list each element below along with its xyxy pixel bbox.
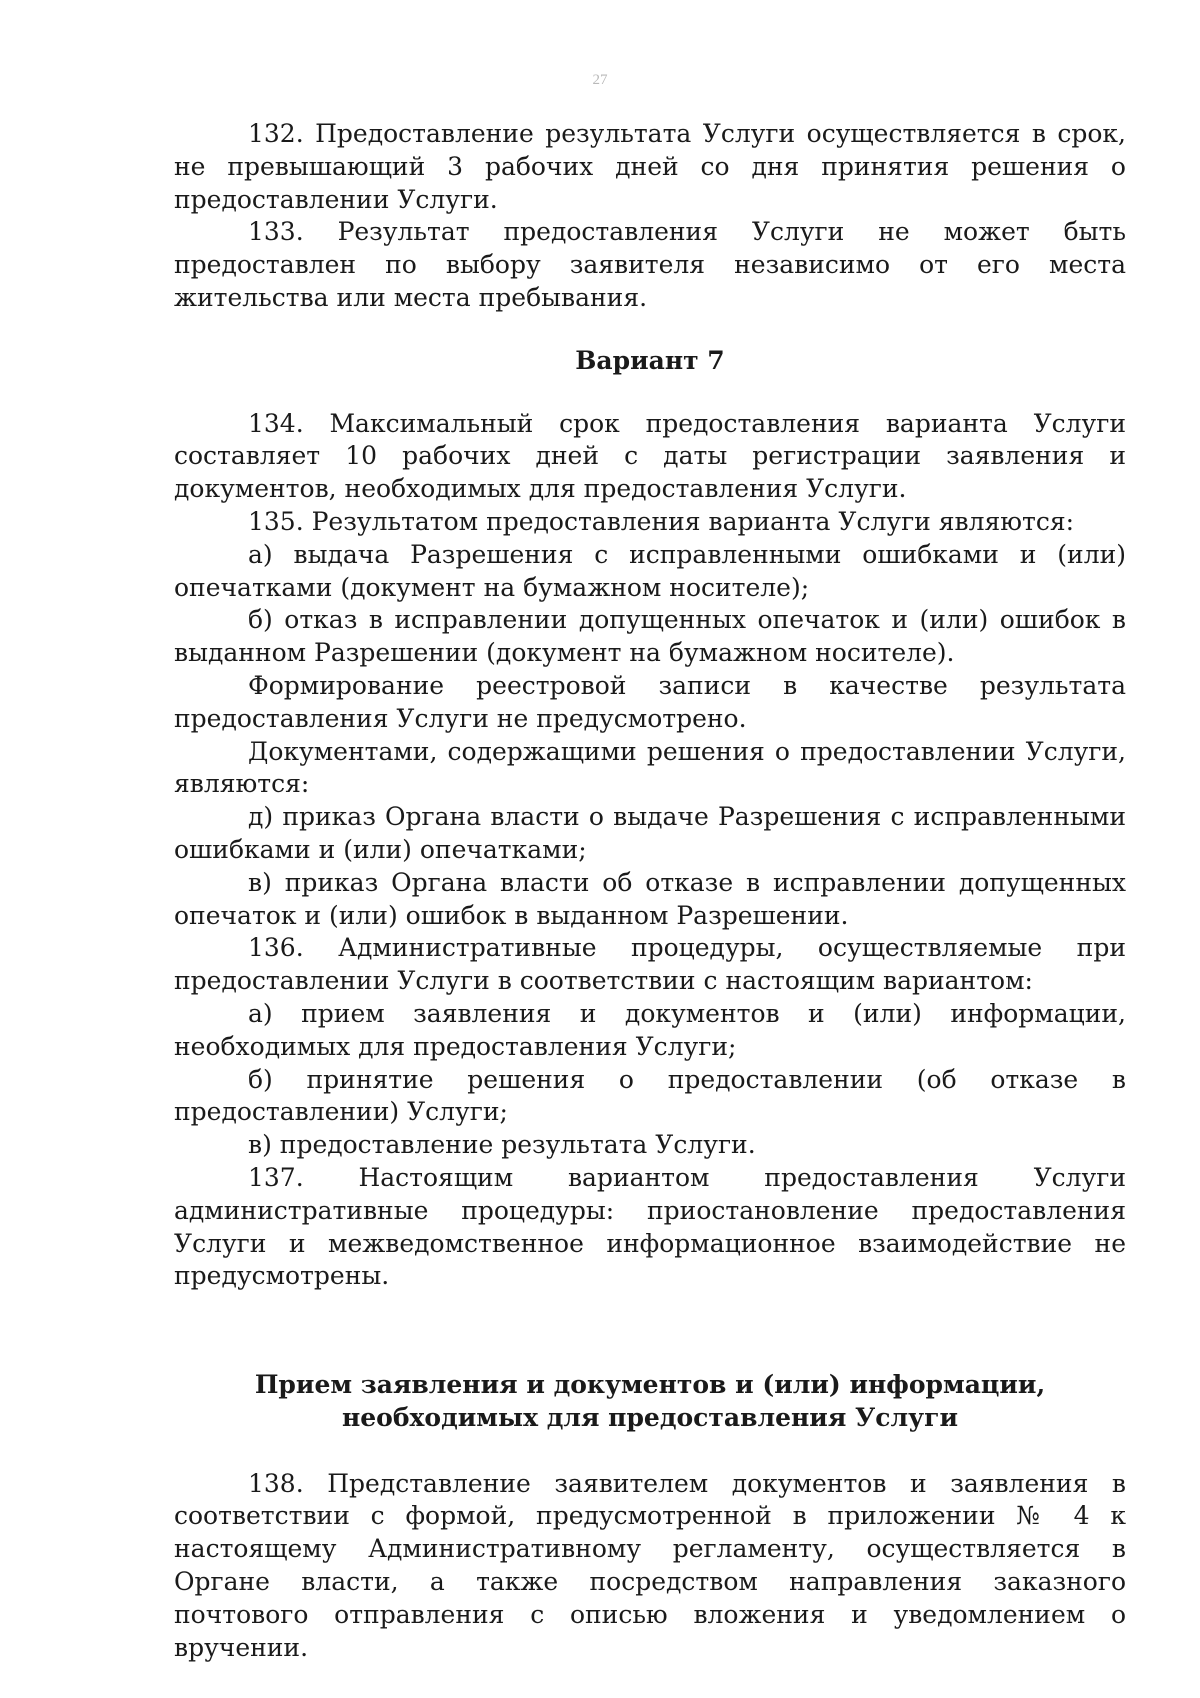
paragraph-137: 137. Настоящим вариантом предоставления Услуги административные процедуры: приостановление предоставления Услуги и межведомственное информационное взаимодействие не предусмотрены.: [174, 1162, 1126, 1291]
paragraph-135: 135. Результатом предоставления варианта Услуги являются:: [248, 506, 1075, 536]
paragraph-132: 132. Предоставление результата Услуги осуществляется в срок, не превышающий 3 рабочих дней со дня принятия решения о предоставлении Услуги.: [174, 119, 1126, 214]
heading-application-intake: Прием заявления и документов и (или) информации, необходимых для предоставления Услуги: [254, 1370, 1046, 1432]
list-item-136-v: в) предоставление результата Услуги.: [248, 1130, 756, 1160]
list-item-decision-d: д) приказ Органа власти о выдаче Разрешения с исправленными ошибками и (или) опечатками;: [174, 802, 1126, 864]
list-item-135-b: б) отказ в исправлении допущенных опечаток и (или) ошибок в выданном Разрешении (документ на бумажном носителе).: [174, 605, 1126, 668]
heading-variant-7: Вариант 7: [575, 345, 725, 375]
list-item-136-a: а) прием заявления и документов и (или) информации, необходимых для предоставления Услуги;: [174, 998, 1126, 1061]
paragraph-138: 138. Представление заявителем документов и заявления в соответствии с формой, предусмотренной в приложении № 4 к настоящему Административному регламенту, осуществляется в Органе власти, а также посредством направления заказного почтового отправления с описью вложения и уведомлением о вручении.: [174, 1468, 1126, 1662]
list-item-136-b: б) принятие решения о предоставлении (об отказе в предоставлении) Услуги;: [174, 1064, 1126, 1127]
paragraph-133: 133. Результат предоставления Услуги не может быть предоставлен по выбору заявителя независимо от его места жительства или места пребывания.: [174, 217, 1126, 312]
paragraph-134: 134. Максимальный срок предоставления варианта Услуги составляет 10 рабочих дней с даты регистрации заявления и документов, необходимых для предоставления Услуги.: [174, 408, 1126, 504]
list-item-decision-v: в) приказ Органа власти об отказе в исправлении допущенных опечаток и (или) ошибок в выданном Разрешении.: [174, 867, 1126, 930]
document-body: [174, 118, 1126, 1664]
paragraph-136: 136. Административные процедуры, осуществляемые при предоставлении Услуги в соответствии с настоящим вариантом:: [174, 933, 1126, 996]
list-item-135-a: а) выдача Разрешения с исправленными ошибками и (или) опечатками (документ на бумажном носителе);: [174, 539, 1126, 602]
paragraph-decision-documents: Документами, содержащими решения о предоставлении Услуги, являются:: [174, 736, 1126, 799]
paragraph-registry-record: Формирование реестровой записи в качестве результата предоставления Услуги не предусмотрено.: [174, 670, 1126, 733]
page-number: 27: [592, 72, 608, 88]
